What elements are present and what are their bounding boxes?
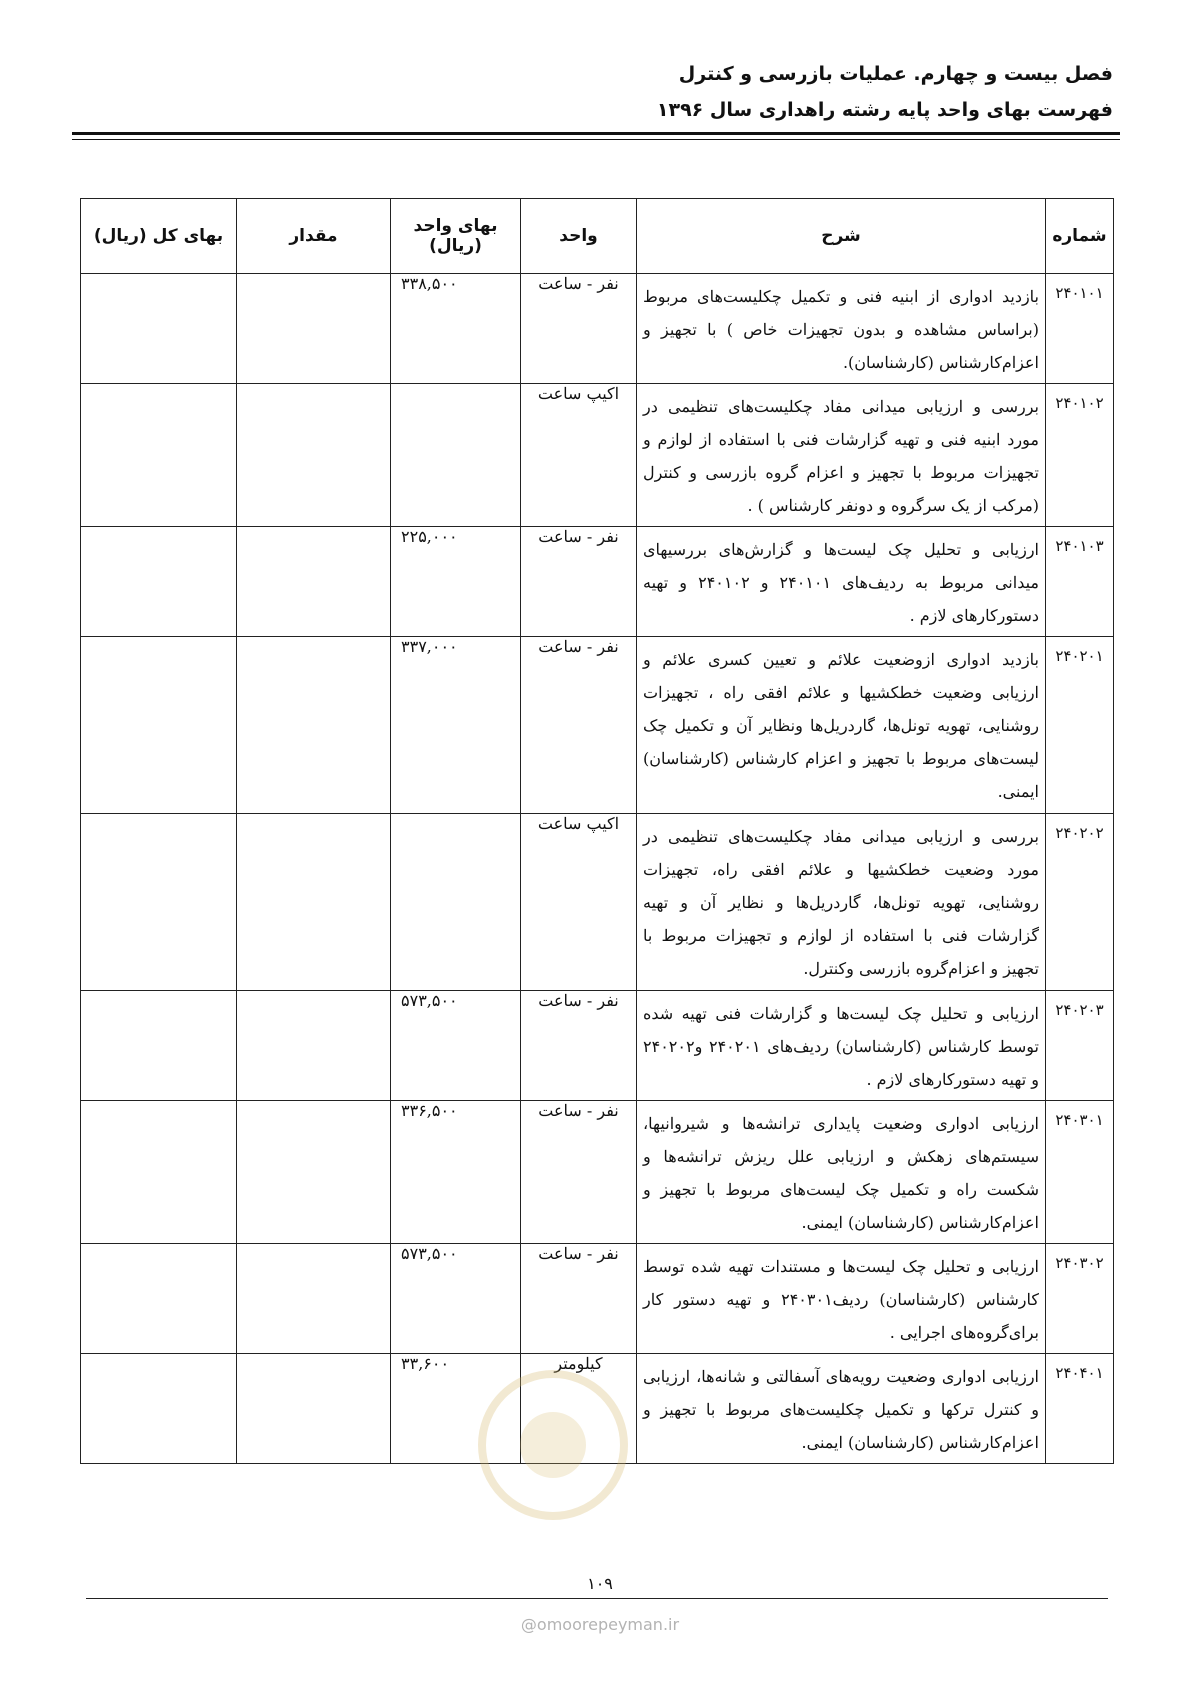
row-unit-price: ۳۳۷,۰۰۰ [391, 637, 521, 814]
row-unit: اکیپ ساعت [521, 814, 637, 991]
row-quantity [237, 527, 391, 637]
watermark-seal-center [520, 1412, 586, 1478]
table-row [81, 637, 1114, 814]
row-description: بازدید ادواری ازوضعیت علائم و تعیین کسری علائم و ارزیابی وضعیت خطکشیها و علائم افقی راه ، تجهیزات روشنایی، تهویه تونل‌ها، گاردریل‌ها ونظایر آن و تکمیل چک لیست‌های مربوط با تجهیز و اعزام کارشناس (کارشناسان) ایمنی. [637, 637, 1046, 814]
row-unit: نفر - ساعت [521, 1101, 637, 1244]
column-header-number: شماره [1046, 199, 1114, 274]
row-total-price [81, 274, 237, 384]
table-row [81, 1244, 1114, 1354]
table-row [81, 814, 1114, 991]
row-number: ۲۴۰۱۰۳ [1046, 527, 1114, 637]
row-quantity [237, 274, 391, 384]
row-description: بازدید ادواری از ابنیه فنی و تکمیل چکلیست‌های مربوط (براساس مشاهده و بدون تجهیزات خاص ) با تجهیز و اعزام‌کارشناس (کارشناسان). [637, 274, 1046, 384]
row-description: ارزیابی ادواری وضعیت پایداری ترانشه‌ها و شیروانیها، سیستم‌های زهکش و ارزیابی علل ریزش ترانشه‌ها و شکست راه و تکمیل چک لیست‌های مربوط با تجهیز و اعزام‌کارشناس (کارشناسان) ایمنی. [637, 1101, 1046, 1244]
row-unit-price: ۵۷۳,۵۰۰ [391, 1244, 521, 1354]
table-row [81, 991, 1114, 1101]
row-number: ۲۴۰۳۰۲ [1046, 1244, 1114, 1354]
row-unit: نفر - ساعت [521, 991, 637, 1101]
row-number: ۲۴۰۲۰۱ [1046, 637, 1114, 814]
row-unit: نفر - ساعت [521, 527, 637, 637]
row-description: بررسی و ارزیابی میدانی مفاد چکلیست‌های تنظیمی در مورد وضعیت خطکشیها و علائم افقی راه، تجهیزات روشنایی، تهویه تونل‌ها، گاردریل‌ها و نظایر آن و تهیه گزارشات فنی با استفاده از لوازم و تجهیزات مربوط با تجهیز و اعزام‌گروه بازرسی وکنترل. [637, 814, 1046, 991]
row-description: بررسی و ارزیابی میدانی مفاد چکلیست‌های تنظیمی در مورد ابنیه فنی و تهیه گزارشات فنی با استفاده از لوازم و تجهیزات مربوط با تجهیز و اعزام گروه بازرسی و کنترل (مرکب از یک سرگروه و دونفر کارشناس ) . [637, 384, 1046, 527]
table-row [81, 384, 1114, 527]
footer-rule [86, 1598, 1108, 1599]
row-total-price [81, 637, 237, 814]
row-number: ۲۴۰۳۰۱ [1046, 1101, 1114, 1244]
column-header-unit: واحد [521, 199, 637, 274]
row-unit: کیلومتر [521, 1354, 637, 1464]
row-unit-price: ۳۳,۶۰۰ [391, 1354, 521, 1464]
website-watermark: @omoorepeyman.ir [520, 1615, 680, 1634]
row-description: ارزیابی و تحلیل چک لیست‌ها و گزارش‌های بررسیهای میدانی مربوط به ردیف‌های ۲۴۰۱۰۱ و ۲۴۰۱۰۲ و تهیه دستورکارهای لازم . [637, 527, 1046, 637]
table-row [81, 527, 1114, 637]
row-number: ۲۴۰۲۰۲ [1046, 814, 1114, 991]
row-unit-price: ۲۲۵,۰۰۰ [391, 527, 521, 637]
row-quantity [237, 1101, 391, 1244]
row-quantity [237, 814, 391, 991]
chapter-title: فصل بیست و چهارم. عملیات بازرسی و کنترل [678, 63, 1113, 85]
row-unit: نفر - ساعت [521, 1244, 637, 1354]
column-header-total-price: بهای کل (ریال) [81, 199, 237, 274]
row-total-price [81, 527, 237, 637]
row-total-price [81, 1244, 237, 1354]
row-total-price [81, 384, 237, 527]
row-unit: اکیپ ساعت [521, 384, 637, 527]
table-row [81, 274, 1114, 384]
row-description: ارزیابی ادواری وضعیت رویه‌های آسفالتی و شانه‌ها، ارزیابی و کنترل ترکها و تکمیل چکلیست‌های مربوط با تجهیز و اعزام‌کارشناس (کارشناسان) ایمنی. [637, 1354, 1046, 1464]
row-unit-price: ۵۷۳,۵۰۰ [391, 991, 521, 1101]
row-unit-price [391, 814, 521, 991]
page-number: ۱۰۹ [570, 1574, 630, 1593]
header-rule-thin [72, 139, 1120, 140]
column-header-description: شرح [637, 199, 1046, 274]
watermark-seal-icon [478, 1370, 628, 1520]
row-quantity [237, 1244, 391, 1354]
row-description: ارزیابی و تحلیل چک لیست‌ها و مستندات تهیه شده توسط کارشناس (کارشناسان) ردیف۲۴۰۳۰۱ و تهیه دستور کار برای‌گروه‌های اجرایی . [637, 1244, 1046, 1354]
row-unit-price: ۳۳۸,۵۰۰ [391, 274, 521, 384]
row-number: ۲۴۰۴۰۱ [1046, 1354, 1114, 1464]
row-quantity [237, 384, 391, 527]
row-total-price [81, 1354, 237, 1464]
row-quantity [237, 991, 391, 1101]
row-unit: نفر - ساعت [521, 274, 637, 384]
price-list-table [80, 198, 1114, 1464]
row-quantity [237, 637, 391, 814]
column-header-quantity: مقدار [237, 199, 391, 274]
row-unit-price: ۳۳۶,۵۰۰ [391, 1101, 521, 1244]
list-title: فهرست بهای واحد پایه رشته راهداری سال ۱۳۹۶ [656, 99, 1113, 121]
page-header [73, 56, 1113, 128]
row-number: ۲۴۰۱۰۲ [1046, 384, 1114, 527]
row-unit-price [391, 384, 521, 527]
row-quantity [237, 1354, 391, 1464]
row-total-price [81, 991, 237, 1101]
row-description: ارزیابی و تحلیل چک لیست‌ها و گزارشات فنی تهیه شده توسط کارشناس (کارشناسان) ردیف‌های ۲۴۰۲۰۱ و۲۴۰۲۰۲ و تهیه دستورکارهای لازم . [637, 991, 1046, 1101]
header-rule-thick [72, 132, 1120, 135]
row-unit: نفر - ساعت [521, 637, 637, 814]
table-row [81, 1101, 1114, 1244]
row-total-price [81, 1101, 237, 1244]
column-header-unit-price: بهای واحد (ریال) [391, 199, 521, 274]
row-number: ۲۴۰۲۰۳ [1046, 991, 1114, 1101]
row-total-price [81, 814, 237, 991]
row-number: ۲۴۰۱۰۱ [1046, 274, 1114, 384]
table-header-row [81, 199, 1114, 274]
